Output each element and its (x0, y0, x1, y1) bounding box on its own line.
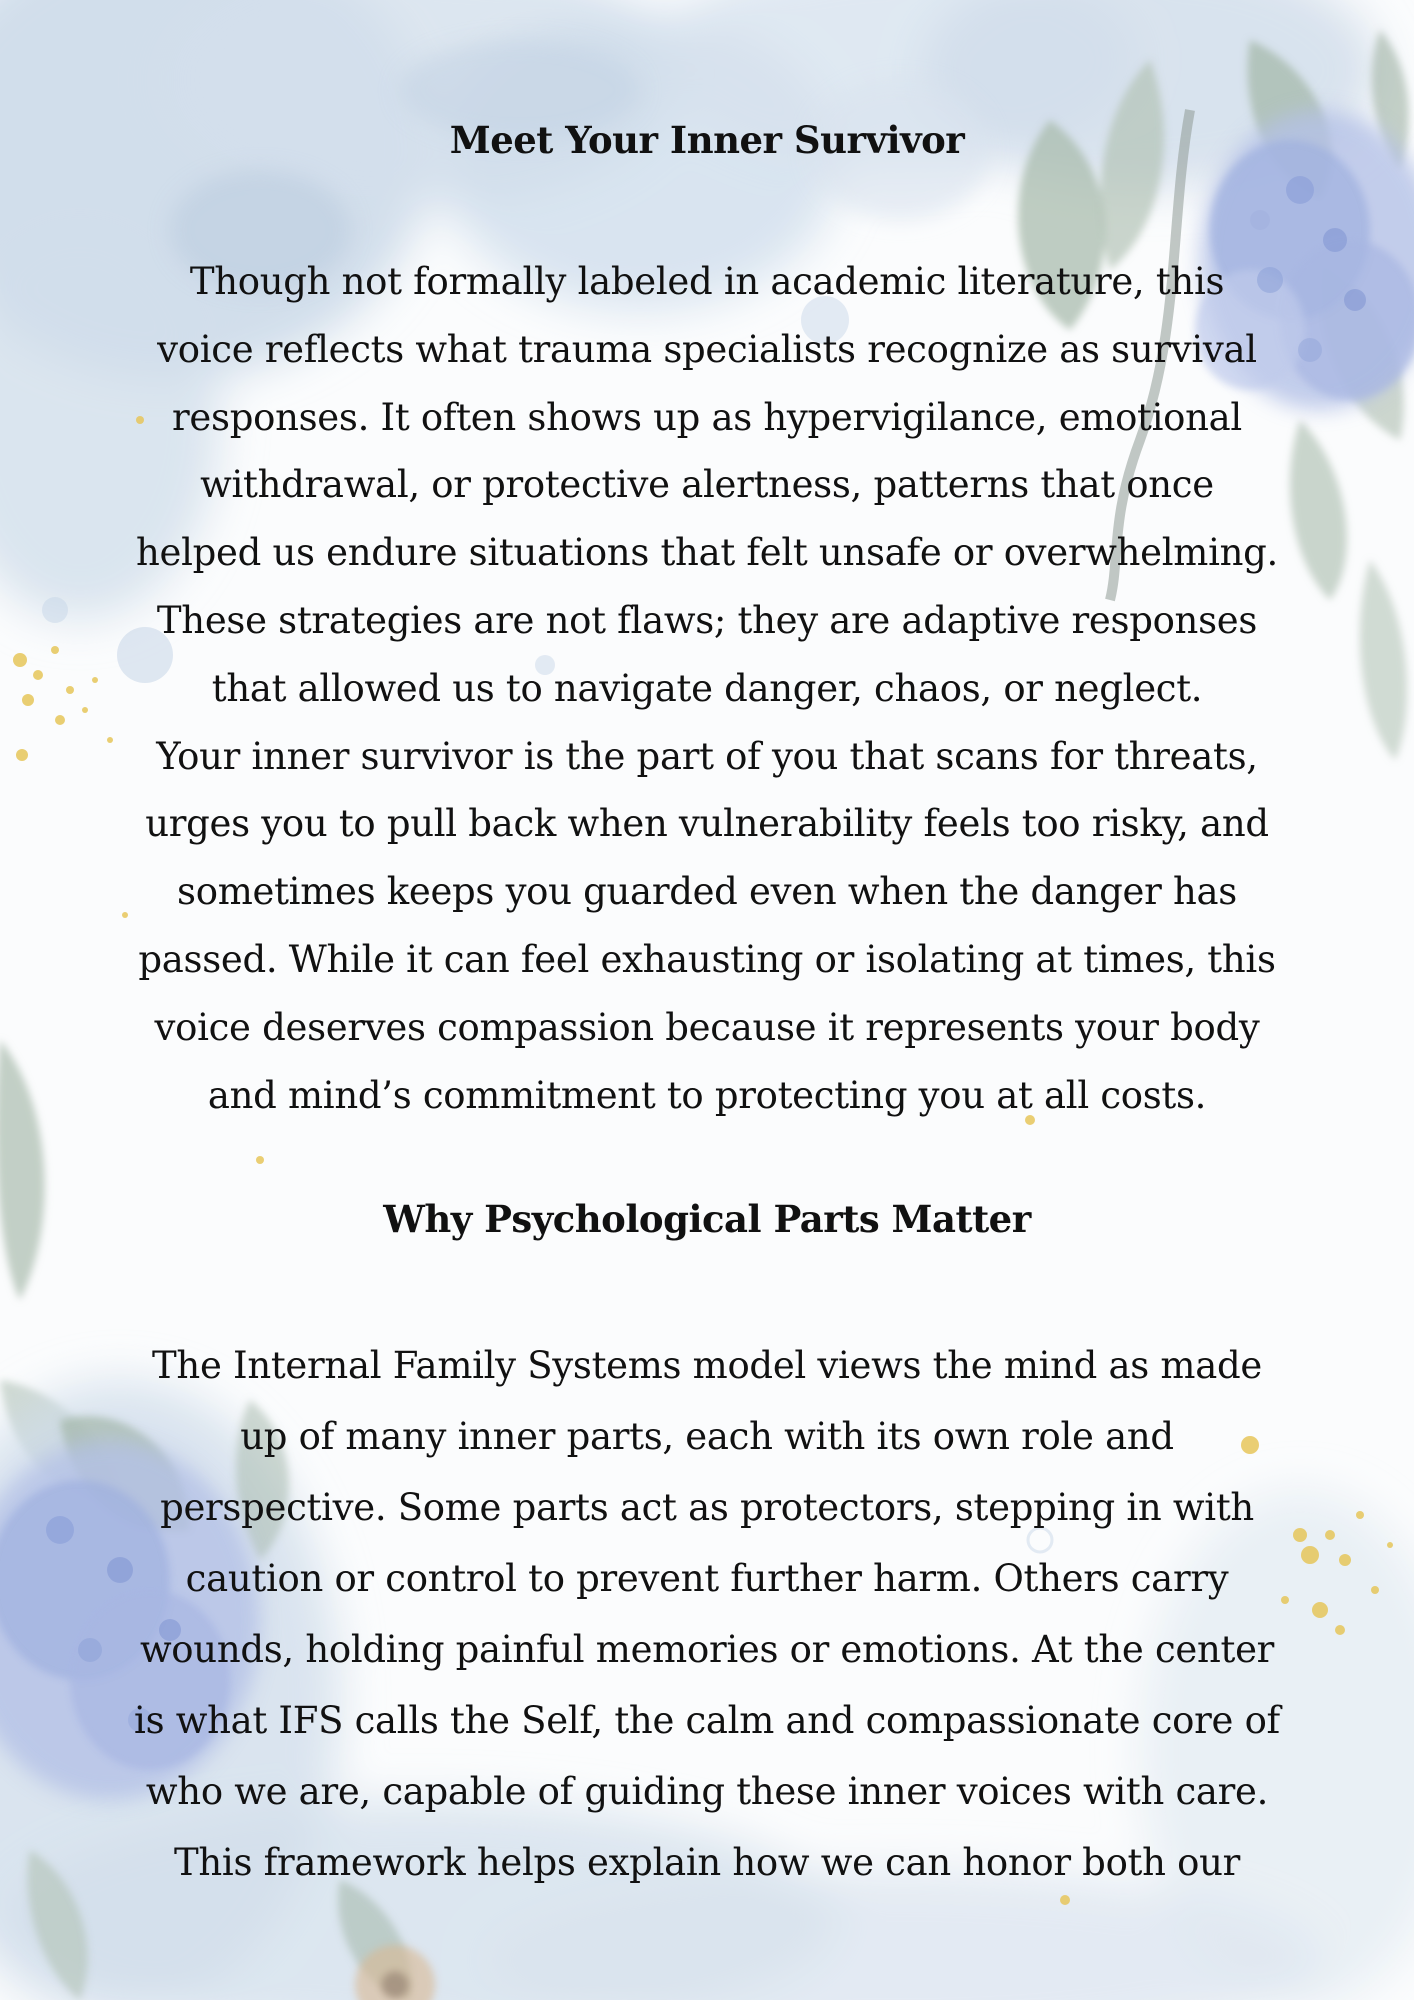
section-body-inner-survivor (107, 248, 1307, 1129)
body-line: who we are, capable of guiding these inner voices with care. (145, 1770, 1269, 1813)
body-line: helped us endure situations that felt unsafe or overwhelming. (136, 531, 1278, 575)
section-body-psychological-parts (107, 1330, 1307, 1898)
section-heading-psychological-parts: Why Psychological Parts Matter (383, 1197, 1031, 1241)
body-line: urges you to pull back when vulnerability feels too risky, and (145, 802, 1269, 846)
body-line: withdrawal, or protective alertness, patterns that once (200, 463, 1214, 507)
body-line: is what IFS calls the Self, the calm and compassionate core of (134, 1699, 1280, 1742)
body-line: The Internal Family Systems model views the mind as made (152, 1344, 1262, 1387)
body-line: caution or control to prevent further harm. Others carry (185, 1557, 1229, 1600)
body-line: This framework helps explain how we can honor both our (174, 1841, 1240, 1884)
body-line: voice reflects what trauma specialists recognize as survival (157, 327, 1257, 371)
body-line: Though not formally labeled in academic literature, this (189, 260, 1225, 303)
body-line: passed. While it can feel exhausting or isolating at times, this (138, 937, 1276, 981)
body-line: Your inner survivor is the part of you that scans for threats, (156, 734, 1258, 778)
body-line: These strategies are not flaws; they are adaptive responses (156, 598, 1258, 642)
body-line: perspective. Some parts act as protectors, stepping in with (160, 1486, 1254, 1529)
body-line: up of many inner parts, each with its own role and (240, 1415, 1174, 1458)
body-line: that allowed us to navigate danger, chaos, or neglect. (211, 666, 1203, 710)
body-line: sometimes keeps you guarded even when the danger has (177, 870, 1237, 914)
body-line: wounds, holding painful memories or emotions. At the center (139, 1628, 1275, 1671)
body-line: and mind’s commitment to protecting you at all costs. (207, 1073, 1207, 1117)
body-line: voice deserves compassion because it represents your body (154, 1005, 1260, 1049)
section-heading-inner-survivor: Meet Your Inner Survivor (449, 118, 965, 162)
body-line: responses. It often shows up as hypervigilance, emotional (172, 395, 1242, 439)
